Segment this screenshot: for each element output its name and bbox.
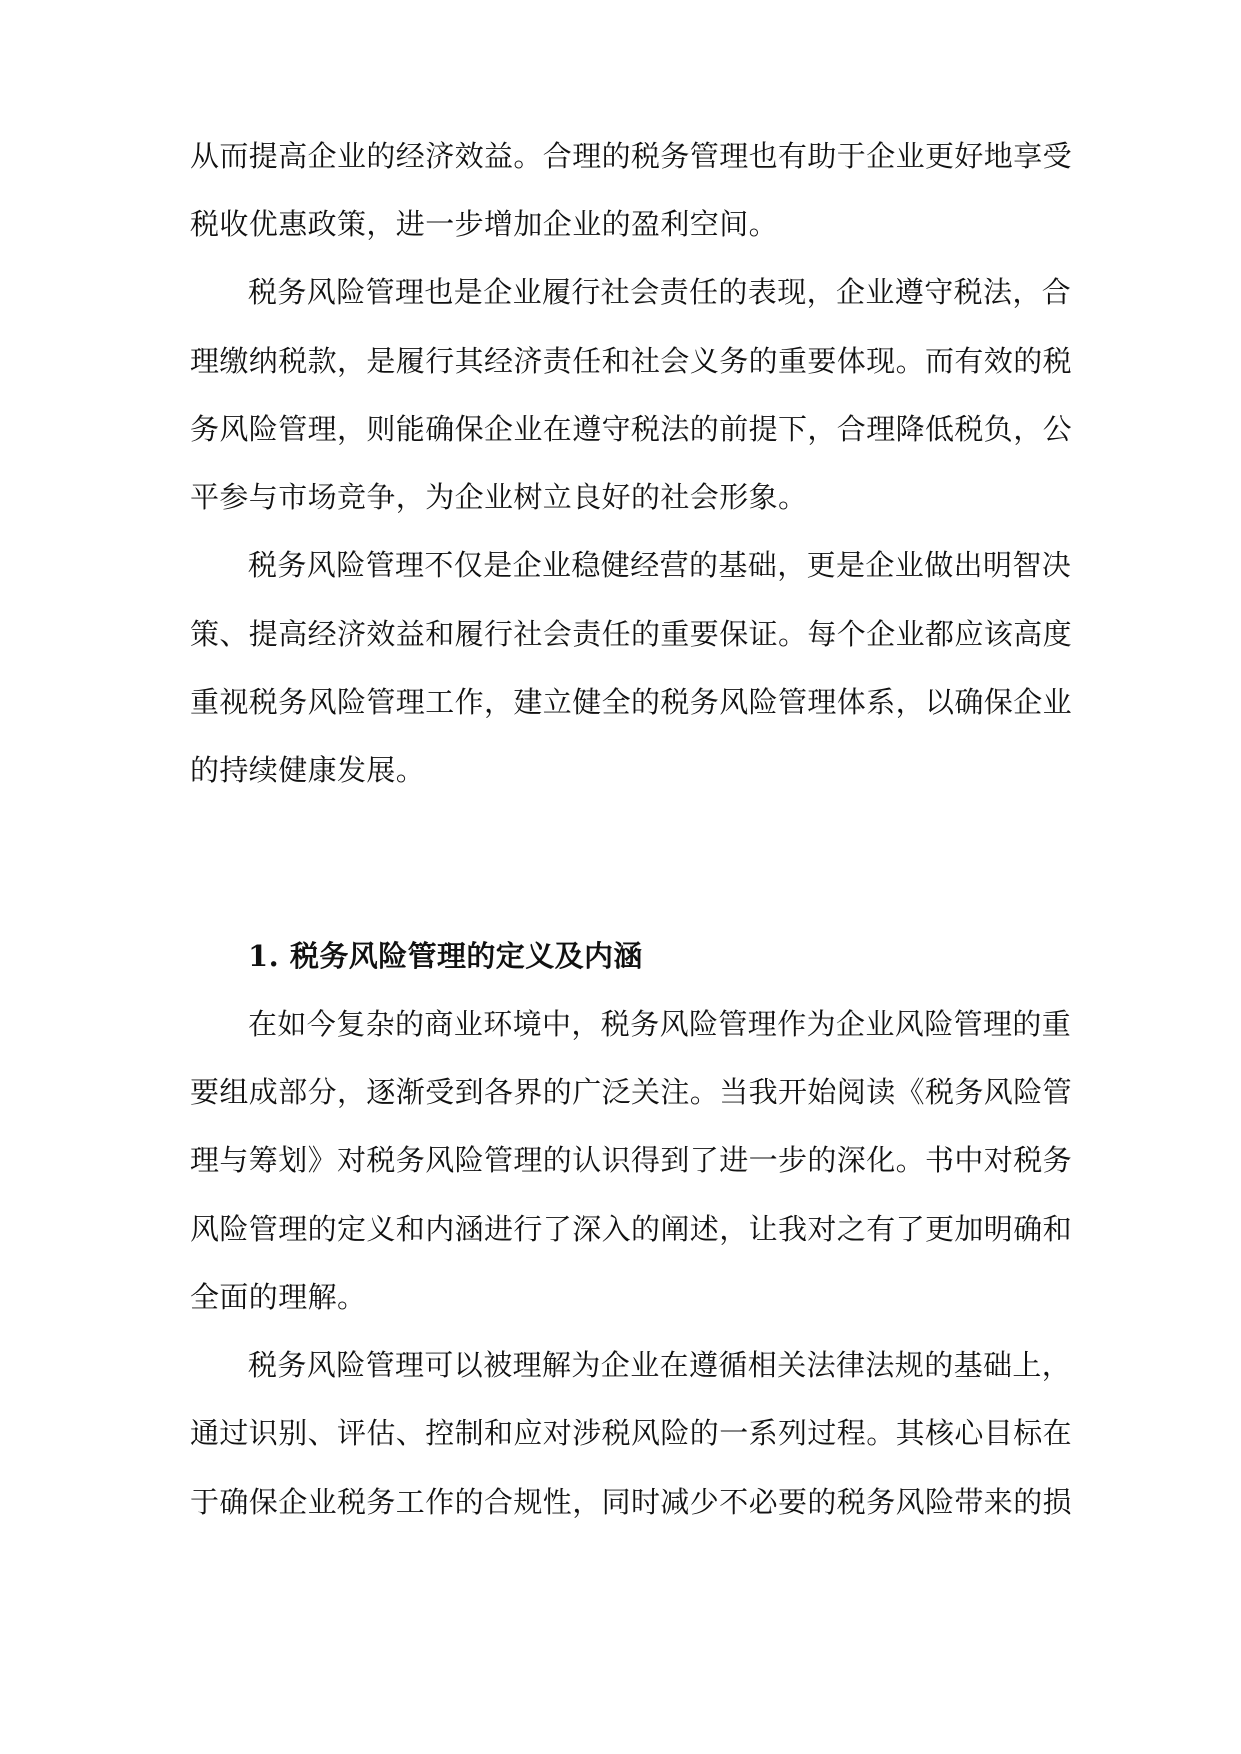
paragraph-line: 全面的理解。 bbox=[190, 1280, 367, 1314]
section-number: 1. bbox=[248, 939, 280, 973]
paragraph-line: 风险管理的定义和内涵进行了深入的阐述，让我对之有了更加明确和 bbox=[190, 1212, 1073, 1246]
section-title: 税务风险管理的定义及内涵 bbox=[290, 939, 643, 973]
paragraph-line: 策、提高经济效益和履行社会责任的重要保证。每个企业都应该高度 bbox=[190, 617, 1073, 651]
paragraph-line: 税收优惠政策，进一步增加企业的盈利空间。 bbox=[190, 207, 779, 241]
paragraph-line: 重视税务风险管理工作，建立健全的税务风险管理体系，以确保企业 bbox=[190, 685, 1073, 719]
paragraph-line: 务风险管理，则能确保企业在遵守税法的前提下，合理降低税负，公 bbox=[190, 412, 1073, 446]
paragraph-line: 从而提高企业的经济效益。合理的税务管理也有助于企业更好地享受 bbox=[190, 139, 1073, 173]
paragraph-line: 要组成部分，逐渐受到各界的广泛关注。当我开始阅读《税务风险管 bbox=[190, 1075, 1073, 1109]
paragraph-line: 平参与市场竞争，为企业树立良好的社会形象。 bbox=[190, 480, 808, 514]
paragraph-line: 理缴纳税款，是履行其经济责任和社会义务的重要体现。而有效的税 bbox=[190, 344, 1073, 378]
paragraph-line: 于确保企业税务工作的合规性，同时减少不必要的税务风险带来的损 bbox=[190, 1485, 1073, 1519]
paragraph-line: 通过识别、评估、控制和应对涉税风险的一系列过程。其核心目标在 bbox=[190, 1416, 1073, 1450]
paragraph-line: 税务风险管理不仅是企业稳健经营的基础，更是企业做出明智决 bbox=[248, 548, 1072, 582]
paragraph-line: 理与筹划》对税务风险管理的认识得到了进一步的深化。书中对税务 bbox=[190, 1143, 1073, 1177]
paragraph-line: 税务风险管理也是企业履行社会责任的表现，企业遵守税法，合 bbox=[248, 275, 1072, 309]
paragraph-line: 的持续健康发展。 bbox=[190, 753, 426, 787]
paragraph-line: 在如今复杂的商业环境中，税务风险管理作为企业风险管理的重 bbox=[248, 1007, 1072, 1041]
section-heading bbox=[248, 936, 1008, 976]
paragraph-line: 税务风险管理可以被理解为企业在遵循相关法律法规的基础上， bbox=[248, 1348, 1072, 1382]
